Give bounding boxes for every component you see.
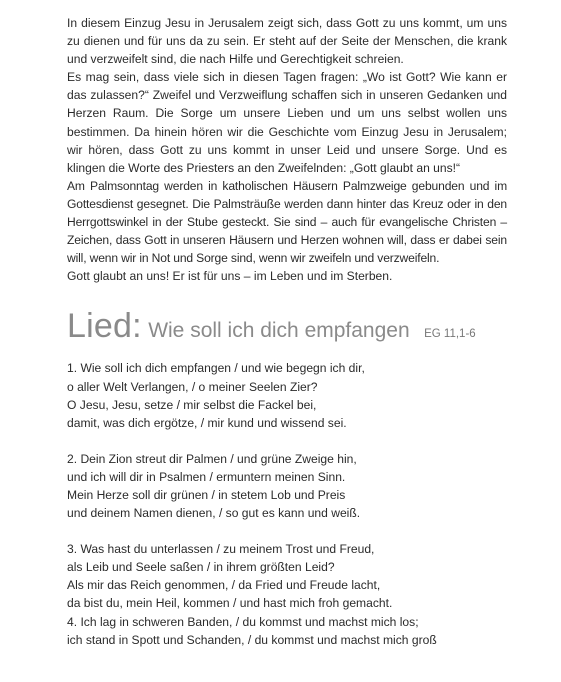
stanza-line: ich stand in Spott und Schanden, / du kommst und machst mich groß <box>67 632 437 647</box>
stanza-1 <box>67 359 507 431</box>
paragraph-2: Es mag sein, dass viele sich in diesen Tagen fragen: „Wo ist Gott? Wie kann er das zulassen?“ Zweifel und Verzweiflung schaffen sich in unseren Gedanken und Herzen Raum. Die Sorge um unsere Lieben und um uns selbst wollen uns bestimmen. Da hinein hören wir die Geschichte vom Einzug Jesu in Jerusalem; wir hören, dass Gott zu uns kommt in unser Leid und unsere Sorge. Und es klingen die Worte des Priesters an den Zweifelnden: „Gott glaubt an uns!“ <box>67 70 507 175</box>
song-title: Wie soll ich dich empfangen <box>148 319 410 343</box>
stanza-2 <box>67 450 507 522</box>
stanza-line: 2. Dein Zion streut dir Palmen / und grüne Zweige hin, <box>67 451 357 466</box>
paragraph-4: Gott glaubt an uns! Er ist für uns – im Leben und im Sterben. <box>67 269 393 284</box>
stanza-line: Mein Herze soll dir grünen / in stetem Lob und Preis <box>67 487 346 502</box>
paragraph-1: In diesem Einzug Jesu in Jerusalem zeigt sich, dass Gott zu uns kommt, um uns zu dienen und für uns da zu sein. Er steht auf der Seite der Menschen, die krank und verzweifelt sind, die nach Hilfe und Gerechtigkeit schreien. <box>67 16 507 67</box>
song-heading <box>67 307 507 351</box>
stanza-line: da bist du, mein Heil, kommen / und hast mich froh gemacht. <box>67 596 393 611</box>
hymnal-reference: EG 11,1-6 <box>424 328 476 341</box>
document-page <box>67 14 507 649</box>
stanza-line: o aller Welt Verlangen, / o meiner Seelen Zier? <box>67 379 318 394</box>
stanza-3 <box>67 540 507 612</box>
stanza-line: und deinem Namen dienen, / so gut es kann und weiß. <box>67 506 361 521</box>
stanza-line: 1. Wie soll ich dich empfangen / und wie begegn ich dir, <box>67 361 365 376</box>
stanza-line: Als mir das Reich genommen, / da Fried und Freude lacht, <box>67 578 381 593</box>
song-lyrics <box>67 359 507 648</box>
stanza-4 <box>67 613 507 649</box>
paragraph-3: Am Palmsonntag werden in katholischen Häusern Palmzweige gebunden und im Gottesdienst gesegnet. Die Palmsträuße werden dann hinter das Kreuz oder in den Herrgottswinkel in der Stube gesteckt. Sie sind – auch für evangelische Christen – Zeichen, dass Gott in unseren Häusern und Herzen wohnen will, dass er dabei sein will, wenn wir in Not und Sorge sind, wenn wir zweifeln und verzweifeln. <box>67 178 507 266</box>
stanza-line: damit, was dich ergötze, / mir kund und wissend sei. <box>67 415 347 430</box>
sermon-text <box>67 14 507 285</box>
stanza-line: 4. Ich lag in schweren Banden, / du kommst und machst mich los; <box>67 614 419 629</box>
stanza-line: 3. Was hast du unterlassen / zu meinem Trost und Freud, <box>67 542 375 557</box>
stanza-line: O Jesu, Jesu, setze / mir selbst die Fackel bei, <box>67 397 317 412</box>
stanza-line: als Leib und Seele saßen / in ihrem größten Leid? <box>67 560 335 575</box>
song-heading-label: Lied: <box>67 307 142 346</box>
stanza-line: und ich will dir in Psalmen / ermuntern meinen Sinn. <box>67 469 346 484</box>
